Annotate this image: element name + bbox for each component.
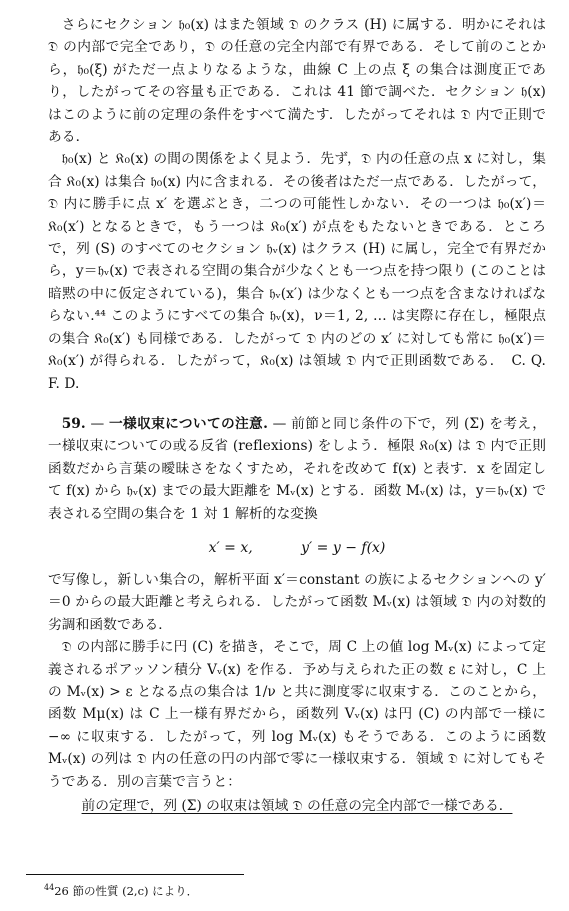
section-59-para-2: で写像し，新しい集合の，解析平面 x′＝constant の族によるセクションへの y′＝0 からの最大距離と考えられる．したがって函数 Mᵥ(x) は領域 𝔇 内の対数的劣調和函数である． <box>48 571 546 633</box>
section-title: 一様収束についての注意. <box>109 415 268 432</box>
heading-dash-2: — <box>272 415 287 432</box>
section-59-para-3: 𝔇 の内部に勝手に円 (C) を描き，そこで，周 C 上の値 log Mᵥ(x) によって定義されるポアッソン積分 Vᵥ(x) を作る．予め与えられた正の数 ε に対し，C 上の Mᵥ(x) > ε となる点の集合は 1/ν と共に測度零に収束する．このことから，函数 Mμ(x) は C 上一様有界だから，函数列 Vᵥ(x) は円 (C) の内部で一様に −∞ に収束する．したがって，列 log Mᵥ(x) もそうである．このように函数 Mᵥ(x) の列は 𝔇 内の任意の円の内部で零に一様収束する．領域 𝔇 に対してもそうである．別の言葉で言うと： <box>48 639 546 790</box>
theorem-text: 前の定理で，列 (Σ) の収束は領域 𝔇 の任意の完全内部で一様である． <box>81 798 513 814</box>
heading-dash-1: — <box>90 415 105 432</box>
paragraph-s58-1: さらにセクション 𝔥₀(x) はまた領域 𝔇 のクラス (H) に属する．明かにそれは 𝔇 の内部で完全であり，𝔇 の任意の完全内部で有界である．そして前のことから，𝔥₀(ξ) がただ一点よりなるような，曲線 C 上の点 ξ の集合は測度正であり，したがってその容量も正である．これは 41 節で調べた．セクション 𝔥(x) はこのように前の定理の条件をすべて満たす．したがってそれは 𝔇 内で正則である． <box>48 17 546 146</box>
paragraph-s58-2: 𝔥₀(x) と 𝔎₀(x) の間の関係をよく見よう．先ず，𝔇 内の任意の点 x に対し，集合 𝔎₀(x) は集合 𝔥₀(x) 内に含まれる．その後者はただ一点である．したがって，𝔇 内に勝手に点 x′ を選ぶとき，二つの可能性しかない．その一つは 𝔥₀(x′)＝𝔎₀(x′) となるときで，もう一つは 𝔎₀(x′) が点をもたないときである．ところで，列 (S) のすべてのセクション 𝔥ᵥ(x) はクラス (H) に属し，完全で有界だから，y＝𝔥ᵥ(x) で表される空間の集合が少なくとも一つ点を持つ限り (このことは暗黙の中に仮定されている)，集合 𝔥ᵥ(x′) は少なくとも一つ点を含まなければならない.⁴⁴ このようにすべての集合 𝔥ᵥ(x)，ν＝1, 2, … は実際に存在し，極限点の集合 𝔎₀(x′) も同様である．したがって 𝔇 内のどの x′ に対しても常に 𝔥₀(x′)＝𝔎₀(x′) が得られる．したがって，𝔎₀(x) は領域 𝔇 内で正則函数である． C. Q. F. D. <box>48 151 546 392</box>
section-number: 59. <box>61 415 86 432</box>
section-59-para-1: 前節と同じ条件の下で，列 (Σ) を考え，一様収束についての或る反省 (reflexions) をしよう．極限 𝔎₀(x) は 𝔇 内で正則函数だから言葉の曖昧さをなくすため，それを改めて f(x) と表す．x を固定して f(x) から 𝔥ᵥ(x) までの最大距離を Mᵥ(x) とする．函数 Mᵥ(x) は，y＝𝔥ᵥ(x) で表される空間の集合を 1 対 1 解析的な変換 <box>48 415 547 522</box>
footnote-text: 26 節の性質 (2,c) により． <box>54 884 199 898</box>
equation-right: y′ = y − f(x) <box>301 539 386 556</box>
footnote <box>44 880 198 899</box>
page-body <box>48 14 546 817</box>
section-59-first-paragraph <box>48 413 546 525</box>
footnote-mark: 44 <box>44 883 55 892</box>
display-equation <box>48 537 546 559</box>
footnote-rule <box>26 874 244 875</box>
theorem-statement <box>48 795 546 817</box>
section-gap <box>48 395 546 413</box>
equation-left: x′ = x, <box>208 539 253 556</box>
